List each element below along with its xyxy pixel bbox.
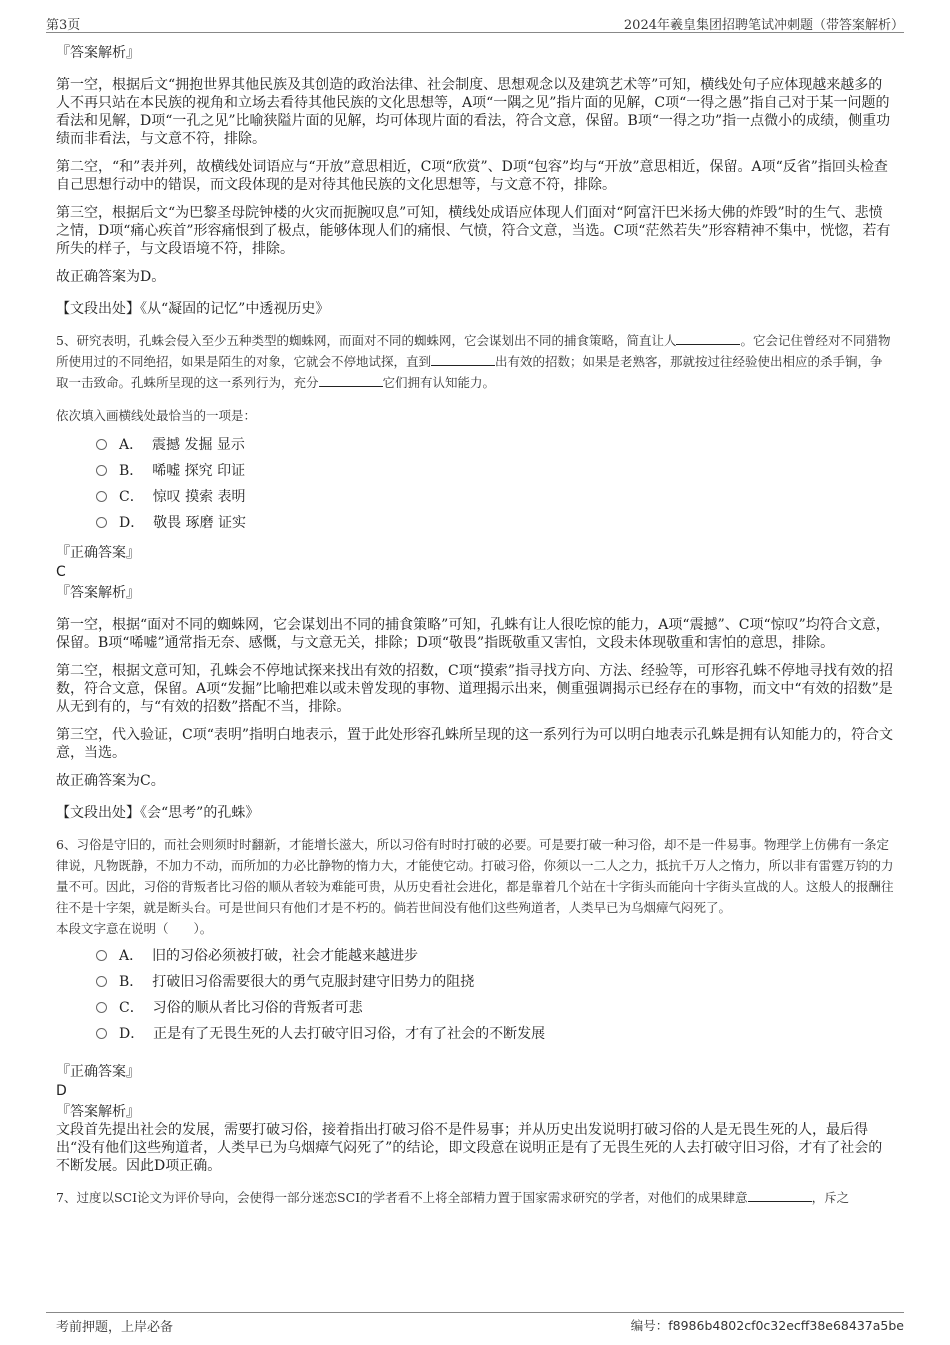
question-stem: 7、过度以SCI论文为评价导向，会使得一部分迷恋SCI的学者看不上将全部精力置于国家需求研究的学者，对他们的成果肆意 ，斥之	[56, 1190, 850, 1205]
analysis-paragraph: 第二空，根据文意可知，孔蛛会不停地试探来找出有效的招数，C项“摸索”指寻找方向、方法、经验等，可形容孔蛛不停地寻找有效的招数，符合文意，保留。A项“发掘”比喻把难以或未曾发现的事物、道理揭示出来，侧重强调揭示已经存在的事物，而文中“有效的招数”是从无到有的，与“有效的招数”搭配不当，排除。	[56, 663, 894, 715]
option-a[interactable]: A． 旧的习俗必须被打破，社会才能越来越进步	[96, 943, 894, 969]
option-a[interactable]: A． 震撼 发掘 显示	[96, 432, 894, 458]
fill-blank	[431, 353, 495, 366]
option-c[interactable]: C． 惊叹 摸索 表明	[96, 484, 894, 510]
option-b[interactable]: B． 打破旧习俗需要很大的勇气克服封建守旧势力的阻挠	[96, 969, 894, 995]
page-number: 第3页	[46, 18, 81, 33]
analysis-label: 『答案解析』	[56, 585, 140, 601]
radio-icon[interactable]	[96, 976, 107, 987]
option-d[interactable]: D． 正是有了无畏生死的人去打破守旧习俗，才有了社会的不断发展	[96, 1021, 894, 1047]
radio-icon[interactable]	[96, 1028, 107, 1039]
correct-answer: C	[56, 564, 66, 580]
analysis-paragraph: 第二空，“和”表并列，故横线处词语应与“开放”意思相近，C项“欣赏”、D项“包容”均与“开放”意思相近，保留。A项“反省”指回头检查自己思想行动中的错误，而文段体现的是对待其他民族的文化思想等，与文意不符，排除。	[56, 159, 888, 193]
question-prompt: 本段文字意在说明（ ）。	[56, 921, 213, 936]
fill-blank	[748, 1189, 812, 1202]
options-list	[96, 432, 894, 536]
page-header	[46, 14, 904, 33]
radio-icon[interactable]	[96, 950, 107, 961]
document-title: 2024年羲皇集团招聘笔试冲刺题（带答案解析）	[623, 18, 904, 33]
analysis-paragraph: 第一空，根据“面对不同的蜘蛛网，它会谋划出不同的捕食策略”可知，孔蛛有让人很吃惊的能力，A项“震撼”、C项“惊叹”均符合文意，保留。B项“唏嘘”通常指无奈、感慨，与文意无关，排除；D项“敬畏”指既敬重又害怕，文段未体现敬重和害怕的意思，排除。	[56, 617, 890, 651]
document-body	[56, 44, 894, 1218]
source-note: 【文段出处】《会“思考”的孔蛛》	[56, 805, 260, 821]
analysis-paragraph: 第一空，根据后文“拥抱世界其他民族及其创造的政治法律、社会制度、思想观念以及建筑艺术等”可知，横线处句子应体现越来越多的人不再只站在本民族的视角和立场去看待其他民族的文化思想等，A项“一隅之见”指片面的见解，C项“一得之愚”指自己对于某一问题的看法和见解，D项“一孔之见”比喻狭隘片面的见解，均可体现片面的看法，符合文意，保留。B项“一得之功”指一点微小的成绩，侧重功绩而非看法，与文意不符，排除。	[56, 77, 891, 147]
radio-icon[interactable]	[96, 491, 107, 502]
source-note: 【文段出处】《从“凝固的记忆”中透视历史》	[56, 301, 330, 317]
options-list	[96, 943, 894, 1047]
final-answer-note: 故正确答案为C。	[56, 773, 165, 789]
answer-label: 『正确答案』	[56, 545, 140, 561]
analysis-label: 『答案解析』	[56, 45, 140, 61]
footer-slogan: 考前押题，上岸必备	[56, 1320, 174, 1335]
question-stem: 5、研究表明，孔蛛会侵入至少五种类型的蜘蛛网，而面对不同的蜘蛛网，它会谋划出不同的捕食策略，简直让人 。它会记住曾经对不同猎物所使用过的不同绝招，如果是陌生的对象，它就会不停地试探，直到 出有效的招数；如果是老熟客，那就按过往经验使出相应的杀手锏，争取一击致命。孔蛛所呈现的这一系列行为，充分 它们拥有认知能力。	[56, 333, 891, 390]
page-footer	[46, 1312, 904, 1335]
option-d[interactable]: D． 敬畏 琢磨 证实	[96, 510, 894, 536]
question-stem: 6、习俗是守旧的，而社会则须时时翻新，才能增长滋大，所以习俗有时时打破的必要。可是要打破一种习俗，却不是一件易事。物理学上仿佛有一条定律说，凡物既静，不加力不动，而所加的力必比静物的惰力大，才能使它动。打破习俗，你须以一二人之力，抵抗千万人之惰力，所以非有雷霆万钧的力量不可。因此，习俗的背叛者比习俗的顺从者较为难能可贵，从历史看社会进化，都是靠着几个站在十字街头而能向十字街头宣战的人。这般人的报酬往往不是十字架，就是断头台。可是世间只有他们才是不朽的。倘若世间没有他们这些殉道者，人类早已为乌烟瘴气闷死了。	[56, 837, 894, 915]
option-c[interactable]: C． 习俗的顺从者比习俗的背叛者可悲	[96, 995, 894, 1021]
radio-icon[interactable]	[96, 517, 107, 528]
analysis-paragraph: 第三空，根据后文“为巴黎圣母院钟楼的火灾而扼腕叹息”可知，横线处成语应体现人们面对“阿富汗巴米扬大佛的炸毁”时的生气、悲愤之情，D项“痛心疾首”形容痛恨到了极点，能够体现人们的痛恨、气愤，符合文意，当选。C项“茫然若失”形容精神不集中，恍惚，若有所失的样子，与文段语境不符，排除。	[56, 205, 891, 257]
fill-blank	[676, 332, 740, 345]
analysis-label: 『答案解析』	[56, 1104, 140, 1120]
analysis-paragraph: 文段首先提出社会的发展，需要打破习俗，接着指出打破习俗不是件易事；并从历史出发说明打破习俗的人是无畏生死的人，最后得出“没有他们这些殉道者，人类早已为乌烟瘴气闷死了”的结论，即文段意在说明正是有了无畏生死的人去打破守旧习俗，才有了社会的不断发展。因此D项正确。	[56, 1122, 883, 1174]
radio-icon[interactable]	[96, 439, 107, 450]
radio-icon[interactable]	[96, 465, 107, 476]
correct-answer: D	[56, 1083, 67, 1099]
fill-blank	[319, 374, 383, 387]
radio-icon[interactable]	[96, 1002, 107, 1013]
option-b[interactable]: B． 唏嘘 探究 印证	[96, 458, 894, 484]
analysis-paragraph: 第三空，代入验证，C项“表明”指明白地表示，置于此处形容孔蛛所呈现的这一系列行为可以明白地表示孔蛛是拥有认知能力的，符合文意，当选。	[56, 727, 894, 761]
final-answer-note: 故正确答案为D。	[56, 269, 166, 285]
document-id: 编号：f8986b4802cf0c32ecff38e68437a5be	[630, 1318, 904, 1333]
answer-label: 『正确答案』	[56, 1064, 140, 1080]
question-instruction: 依次填入画横线处最恰当的一项是：	[56, 408, 257, 423]
